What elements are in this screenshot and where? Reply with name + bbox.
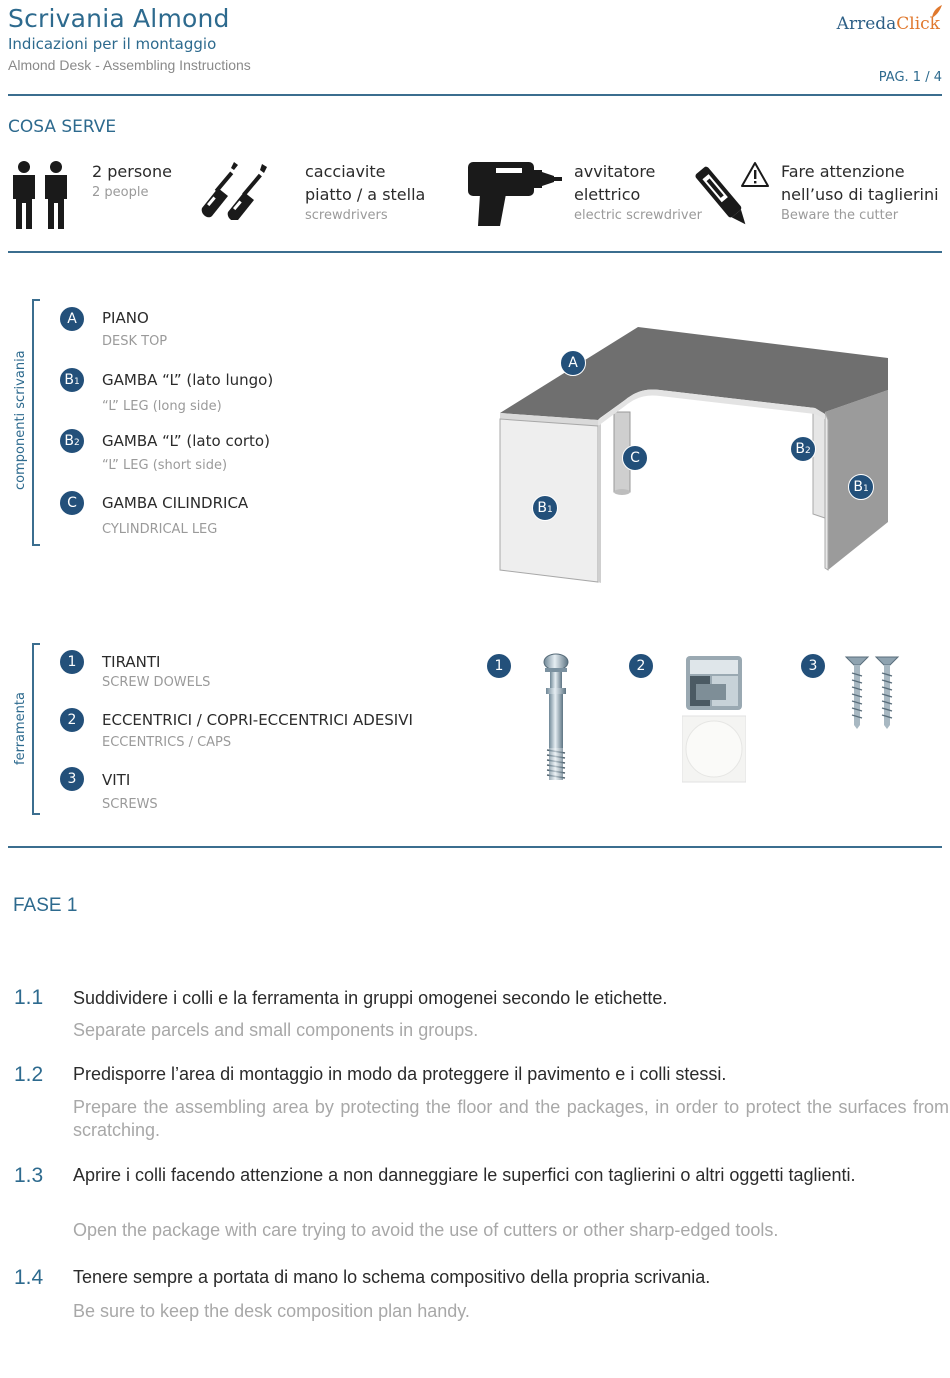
component-sub-label: CYLINDRICAL LEG — [102, 522, 218, 537]
component-badge-a — [59, 306, 85, 332]
phase-title: FASE 1 — [13, 895, 78, 916]
badge-number: 2 — [636, 658, 646, 674]
badge-subscript: 2 — [73, 438, 80, 448]
hardware-image-badge-2 — [628, 653, 654, 679]
badge-letter: B — [853, 479, 863, 495]
arredaclick-logo — [837, 14, 940, 34]
badge-subscript: 1 — [73, 377, 80, 387]
header-divider — [8, 94, 942, 96]
badge-number: 3 — [67, 771, 77, 787]
hardware-group-label: ferramenta — [13, 692, 28, 765]
step-number: 1.1 — [14, 986, 44, 1009]
badge-number: 2 — [67, 712, 77, 728]
components-bracket — [32, 299, 40, 546]
hardware-sub-label: SCREW DOWELS — [102, 675, 211, 690]
step-text-it: Predisporre l’area di montaggio in modo da proteggere il pavimento e i colli stessi. — [73, 1064, 727, 1084]
component-badge-b1 — [59, 367, 85, 393]
component-badge-c — [59, 490, 85, 516]
hardware-label: VITI — [102, 771, 131, 789]
component-sub-label: “L” LEG (short side) — [102, 458, 228, 473]
tool-label-line: Fare attenzione — [781, 162, 905, 181]
step-number: 1.2 — [14, 1063, 44, 1086]
document-title: Scrivania Almond — [8, 4, 230, 33]
tool-sub-label: electric screwdriver — [574, 208, 702, 223]
tool-sub-label: Beware the cutter — [781, 208, 899, 223]
components-group-label: componenti scrivania — [13, 350, 28, 490]
badge-subscript: 1 — [862, 484, 869, 494]
badge-subscript: 2 — [804, 446, 811, 456]
hardware-divider — [8, 846, 942, 848]
hardware-label: TIRANTI — [102, 653, 161, 671]
component-label: GAMBA “L” (lato corto) — [102, 432, 270, 450]
hardware-sub-label: ECCENTRICS / CAPS — [102, 735, 232, 750]
diagram-badge-b1-right — [848, 474, 874, 500]
hardware-badge-1 — [59, 649, 85, 675]
screw-dowel-image — [538, 652, 574, 784]
needed-divider — [8, 251, 942, 253]
document-subtitle-en: Almond Desk - Assembling Instructions — [8, 57, 251, 73]
screws-image — [844, 655, 904, 729]
eccentric-and-cap-image — [682, 654, 746, 784]
badge-letter: B — [64, 372, 74, 388]
badge-number: 3 — [808, 658, 818, 674]
step-text-it: Suddividere i colli e la ferramenta in gruppi omogenei secondo le etichette. — [73, 988, 668, 1008]
tool-label-line: nell’uso di taglierini — [781, 185, 939, 204]
tool-label-line: avvitatore — [574, 162, 656, 181]
diagram-badge-b1 — [532, 495, 558, 521]
component-badge-b2 — [59, 428, 85, 454]
desk-illustration — [495, 320, 895, 590]
hardware-badge-2 — [59, 707, 85, 733]
component-label: PIANO — [102, 309, 149, 327]
hardware-image-badge-3 — [800, 653, 826, 679]
logo-text-part2: Click — [896, 14, 940, 34]
badge-number: 1 — [494, 658, 504, 674]
hardware-label: ECCENTRICI / COPRI-ECCENTRICI ADESIVI — [102, 711, 413, 729]
component-label: GAMBA “L” (lato lungo) — [102, 371, 274, 389]
hardware-badge-3 — [59, 766, 85, 792]
component-label: GAMBA CILINDRICA — [102, 494, 249, 512]
badge-letter: C — [67, 495, 77, 511]
diagram-badge-a — [560, 350, 586, 376]
component-sub-label: “L” LEG (long side) — [102, 399, 222, 414]
badge-letter: C — [630, 450, 640, 466]
drill-icon — [466, 158, 566, 230]
component-sub-label: DESK TOP — [102, 334, 168, 349]
logo-text-part1: Arreda — [836, 14, 897, 34]
document-subtitle: Indicazioni per il montaggio — [8, 35, 217, 53]
hardware-image-badge-1 — [486, 653, 512, 679]
tool-sub-label: 2 people — [92, 185, 149, 200]
badge-letter: A — [568, 355, 578, 371]
badge-letter: B — [537, 500, 547, 516]
badge-subscript: 1 — [546, 505, 553, 515]
tool-screwdrivers — [305, 160, 425, 223]
tool-label-line: piatto / a stella — [305, 185, 426, 204]
tool-sub-label: screwdrivers — [305, 208, 388, 223]
logo-leaf-icon — [930, 4, 944, 20]
step-text-en: Open the package with care trying to avoid the use of cutters or other sharp-edged tools. — [73, 1220, 779, 1240]
tool-label-line: 2 persone — [92, 162, 172, 181]
tool-people — [92, 160, 172, 200]
people-icon — [8, 160, 72, 230]
step-text-en: Separate parcels and small components in groups. — [73, 1020, 479, 1040]
step-text-it: Aprire i colli facendo attenzione a non danneggiare le superfici con taglierini o altri oggetti taglienti. — [73, 1165, 856, 1185]
tool-drill — [574, 160, 702, 223]
badge-letter: B — [795, 441, 805, 457]
badge-letter: B — [64, 433, 74, 449]
warning-icon — [740, 161, 770, 188]
hardware-bracket — [32, 643, 40, 815]
section-title-needed: COSA SERVE — [8, 117, 117, 137]
step-text-en: Be sure to keep the desk composition plan handy. — [73, 1301, 470, 1321]
step-number: 1.4 — [14, 1266, 44, 1289]
hardware-sub-label: SCREWS — [102, 797, 158, 812]
page-number: PAG. 1 / 4 — [878, 70, 942, 85]
step-text-en: Prepare the assembling area by protecting the floor and the packages, in order to protect the surfaces from scratching. — [73, 1097, 949, 1140]
badge-number: 1 — [67, 654, 77, 670]
step-number: 1.3 — [14, 1164, 44, 1187]
screwdrivers-icon — [198, 160, 292, 220]
tool-label-line: cacciavite — [305, 162, 386, 181]
step-text-it: Tenere sempre a portata di mano lo schema compositivo della propria scrivania. — [73, 1267, 711, 1287]
diagram-badge-c — [622, 445, 648, 471]
tool-cutter-warning — [781, 160, 939, 223]
tool-label-line: elettrico — [574, 185, 641, 204]
diagram-badge-b2 — [790, 436, 816, 462]
badge-letter: A — [67, 311, 77, 327]
